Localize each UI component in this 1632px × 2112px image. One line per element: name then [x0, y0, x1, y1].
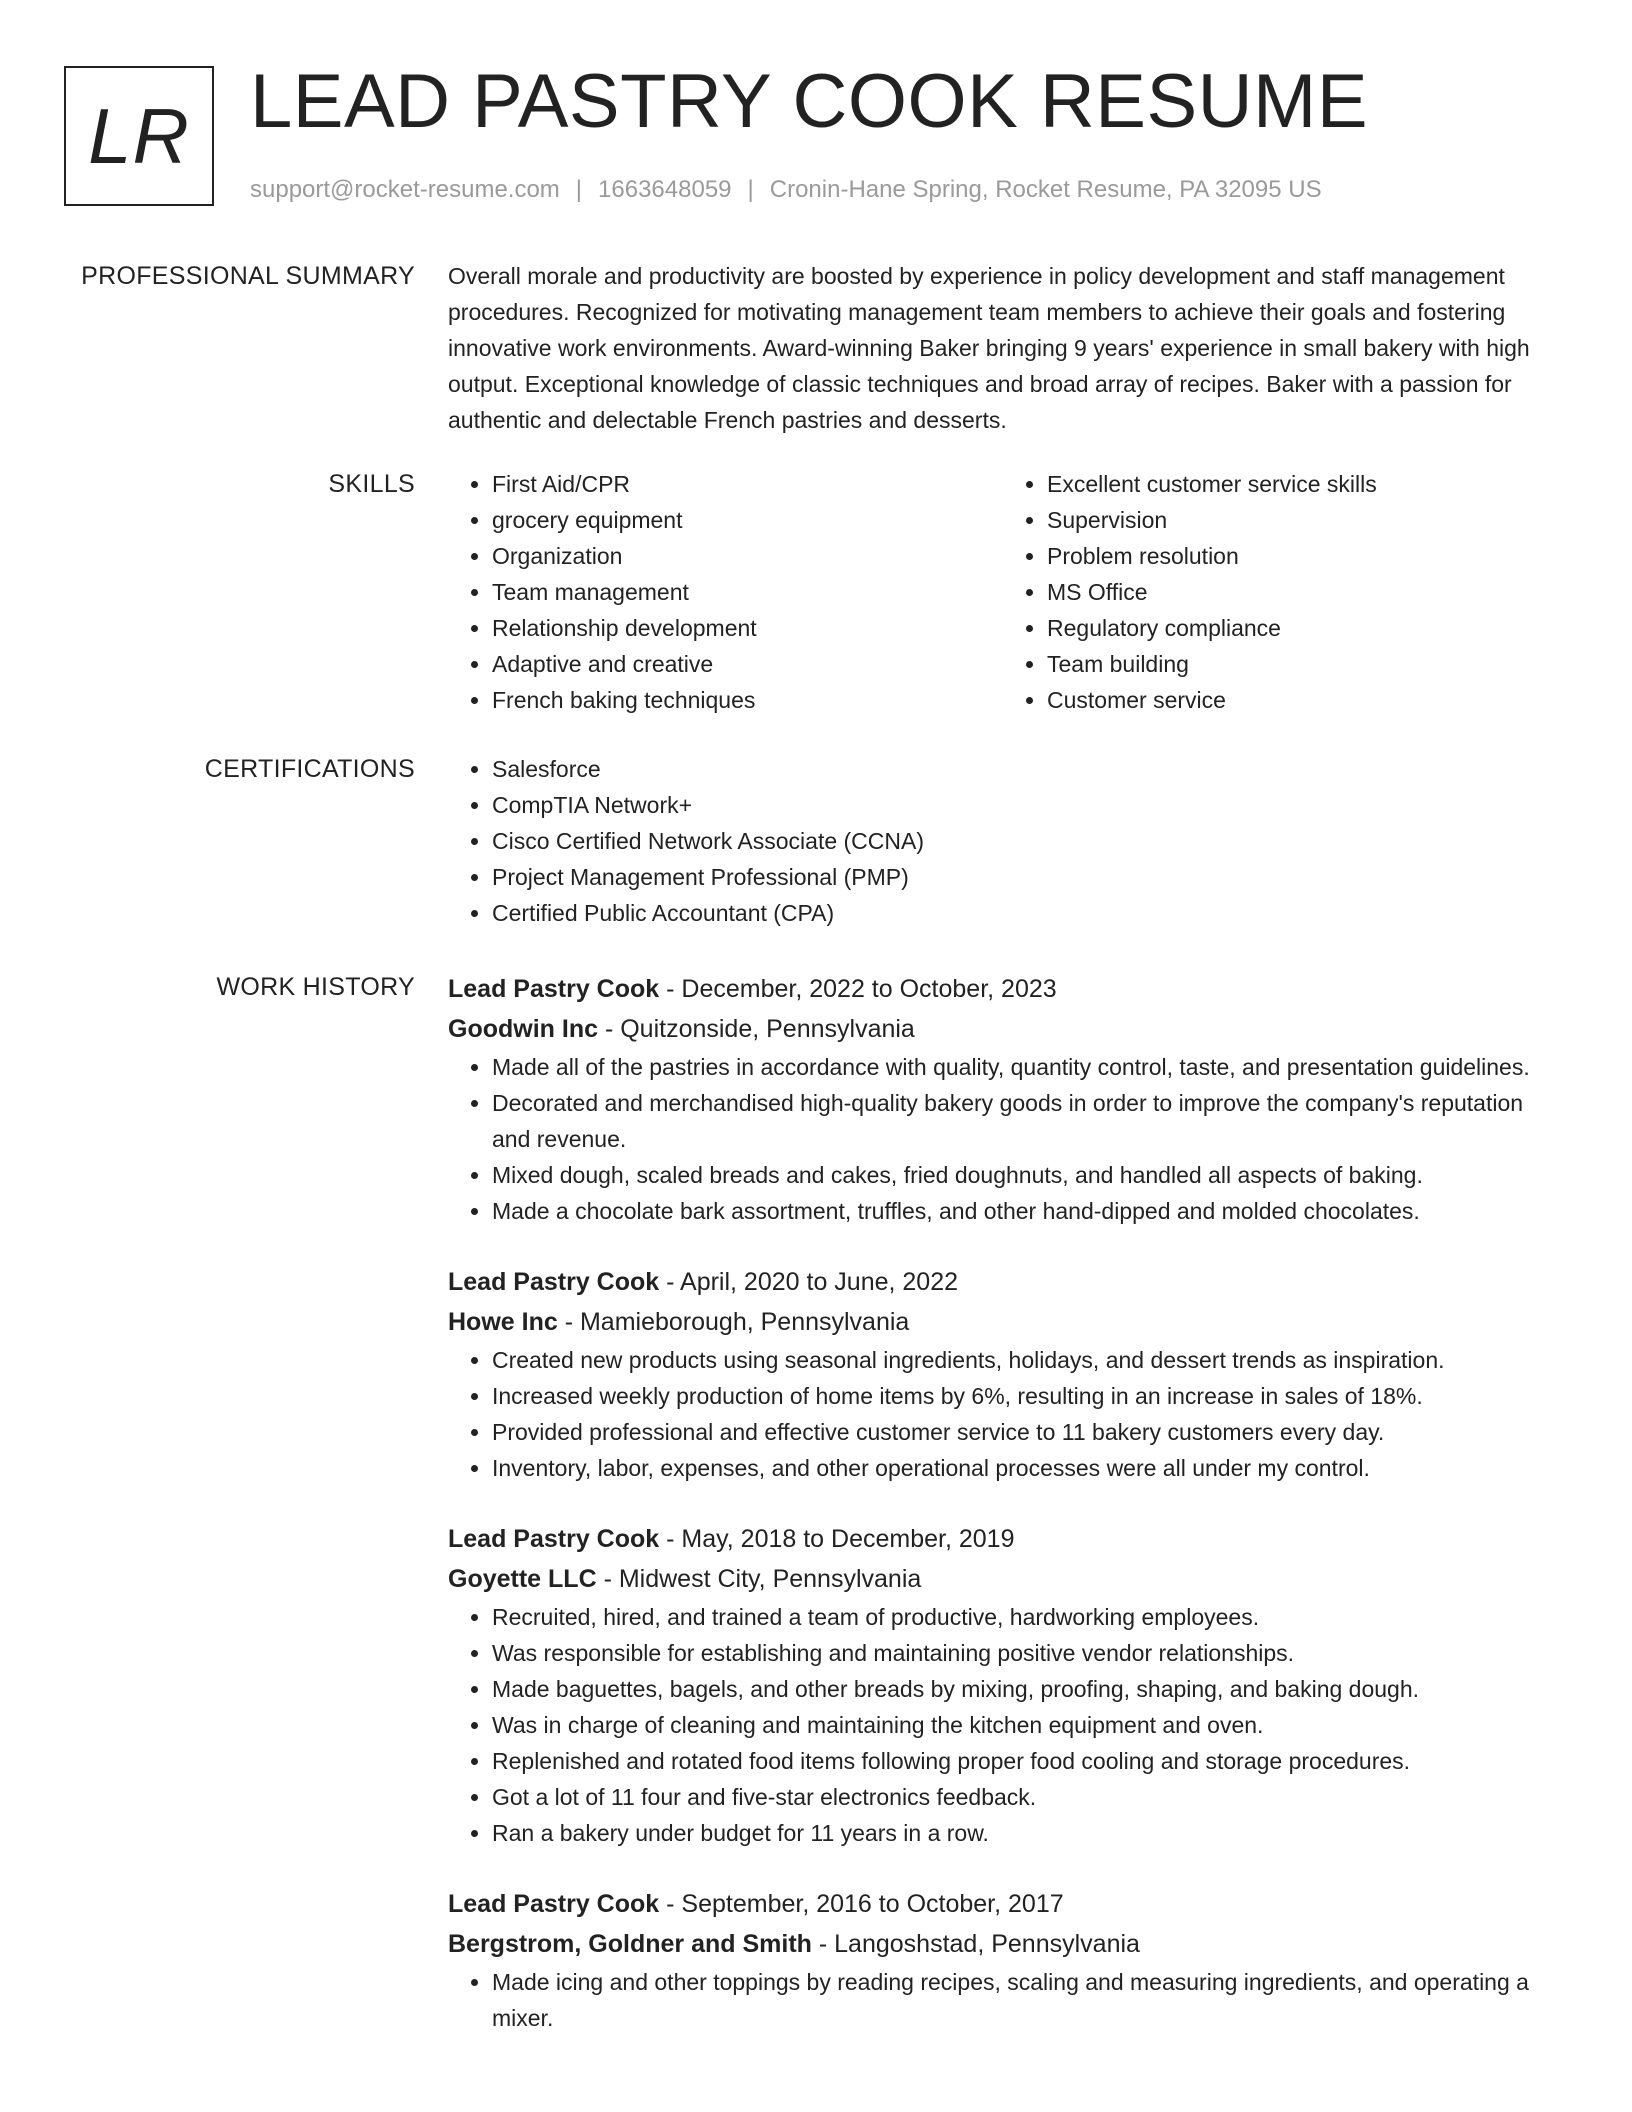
skill-item: • Customer service [1047, 682, 1558, 718]
job-entry [448, 969, 1558, 1229]
skill-item: • Team management [492, 574, 1003, 610]
skill-item: • Excellent customer service skills [1047, 466, 1558, 502]
job-bullet: • Inventory, labor, expenses, and other operational processes were all under my control. [492, 1450, 1558, 1486]
monogram-logo: LR [64, 66, 214, 206]
job-bullet: • Increased weekly production of home items by 6%, resulting in an increase in sales of 18%. [492, 1378, 1558, 1414]
job-bullet: • Made baguettes, bagels, and other breads by mixing, proofing, shaping, and baking dough. [492, 1671, 1558, 1707]
job-bullet: • Replenished and rotated food items following proper food cooling and storage procedures. [492, 1743, 1558, 1779]
skill-item: • grocery equipment [492, 502, 1003, 538]
job-bullet: • Ran a bakery under budget for 11 years in a row. [492, 1815, 1558, 1851]
skill-item: • Adaptive and creative [492, 646, 1003, 682]
job-bullet: • Created new products using seasonal ingredients, holidays, and dessert trends as inspiration. [492, 1342, 1558, 1378]
contact-phone: 1663648059 [598, 176, 732, 203]
job-bullet: • Made all of the pastries in accordance with quality, quantity control, taste, and presentation guidelines. [492, 1049, 1558, 1085]
skills-body [448, 466, 1558, 718]
job-location: Langoshstad, Pennsylvania [834, 1930, 1140, 1958]
job-company: Bergstrom, Goldner and Smith [448, 1930, 812, 1958]
job-title: Lead Pastry Cook [448, 1268, 660, 1296]
skill-item: • Regulatory compliance [1047, 610, 1558, 646]
job-bullets [448, 1964, 1558, 2036]
skill-item: • Supervision [1047, 502, 1558, 538]
skill-item: • MS Office [1047, 574, 1558, 610]
certifications-body [448, 751, 1558, 931]
contact-email: support@rocket-resume.com [250, 176, 560, 203]
skills-list-right [1003, 466, 1558, 718]
job-bullet: • Made icing and other toppings by reading recipes, scaling and measuring ingredients, and operating a mixer. [492, 1964, 1558, 2036]
certification-item: • CompTIA Network+ [492, 787, 1558, 823]
job-dates: May, 2018 to December, 2019 [681, 1525, 1015, 1553]
certification-item: • Cisco Certified Network Associate (CCNA) [492, 823, 1558, 859]
contact-separator: | [747, 176, 754, 203]
job-location: Mamieborough, Pennsylvania [579, 1308, 910, 1336]
job-bullet: • Was in charge of cleaning and maintaining the kitchen equipment and oven. [492, 1707, 1558, 1743]
work-history-heading: WORK HISTORY [216, 973, 415, 1001]
job-dates: December, 2022 to October, 2023 [681, 975, 1057, 1003]
contact-separator: | [575, 176, 583, 203]
job-company-line: Goodwin Inc - Quitzonside, Pennsylvania [448, 1015, 915, 1043]
summary-text: Overall morale and productivity are boosted by experience in policy development and staff management procedures. Recognized for motivating management team members to achieve their goals and fostering innovative work environments. Award-winning Baker bringing 9 years' experience in small bakery with high output. Exceptional knowledge of classic techniques and broad array of recipes. Baker with a passion for authentic and delectable French pastries and desserts. [448, 263, 1530, 433]
job-location: Quitzonside, Pennsylvania [620, 1015, 915, 1043]
job-bullets [448, 1342, 1558, 1486]
skill-item: • Problem resolution [1047, 538, 1558, 574]
skill-item: • Organization [492, 538, 1003, 574]
certifications-list [448, 751, 1558, 931]
job-dates: April, 2020 to June, 2022 [680, 1268, 959, 1296]
job-company: Goyette LLC [448, 1565, 597, 1593]
job-company-line: Bergstrom, Goldner and Smith - Langoshstad, Pennsylvania [448, 1930, 1140, 1958]
summary-body [448, 258, 1558, 438]
certification-item: • Salesforce [492, 751, 1558, 787]
job-title: Lead Pastry Cook [448, 1525, 660, 1553]
job-entry [448, 1884, 1558, 2036]
job-bullet: • Got a lot of 11 four and five-star electronics feedback. [492, 1779, 1558, 1815]
skill-item: • First Aid/CPR [492, 466, 1003, 502]
job-company-line: Goyette LLC - Midwest City, Pennsylvania [448, 1565, 922, 1593]
job-bullets [448, 1599, 1558, 1851]
certification-item: • Project Management Professional (PMP) [492, 859, 1558, 895]
skills-heading: SKILLS [328, 470, 415, 498]
job-bullet: • Was responsible for establishing and maintaining positive vendor relationships. [492, 1635, 1558, 1671]
job-bullet: • Decorated and merchandised high-quality bakery goods in order to improve the company's reputation and revenue. [492, 1085, 1558, 1157]
job-bullets [448, 1049, 1558, 1229]
job-company: Howe Inc [448, 1308, 558, 1336]
job-entry [448, 1262, 1558, 1486]
job-dates: September, 2016 to October, 2017 [681, 1890, 1064, 1918]
job-title-line: Lead Pastry Cook - December, 2022 to October, 2023 [448, 975, 1057, 1003]
contact-line [250, 174, 1322, 206]
job-location: Midwest City, Pennsylvania [618, 1565, 922, 1593]
job-title: Lead Pastry Cook [448, 975, 660, 1003]
job-title-line: Lead Pastry Cook - April, 2020 to June, 2022 [448, 1268, 959, 1296]
job-title: Lead Pastry Cook [448, 1890, 660, 1918]
job-company-line: Howe Inc - Mamieborough, Pennsylvania [448, 1308, 910, 1336]
skill-item: • French baking techniques [492, 682, 1003, 718]
work-history-body [448, 969, 1558, 2069]
skills-list-left [448, 466, 1003, 718]
job-company: Goodwin Inc [448, 1015, 598, 1043]
contact-address: Cronin-Hane Spring, Rocket Resume, PA 32095 US [769, 176, 1322, 203]
job-bullet: • Made a chocolate bark assortment, truffles, and other hand-dipped and molded chocolates. [492, 1193, 1558, 1229]
resume-title: LEAD PASTRY COOK RESUME [250, 59, 1369, 144]
certifications-heading: CERTIFICATIONS [204, 755, 415, 783]
job-bullet: • Mixed dough, scaled breads and cakes, fried doughnuts, and handled all aspects of baking. [492, 1157, 1558, 1193]
job-bullet: • Provided professional and effective customer service to 11 bakery customers every day. [492, 1414, 1558, 1450]
skill-item: • Team building [1047, 646, 1558, 682]
skill-item: • Relationship development [492, 610, 1003, 646]
summary-heading: PROFESSIONAL SUMMARY [81, 262, 415, 290]
job-title-line: Lead Pastry Cook - September, 2016 to October, 2017 [448, 1890, 1064, 1918]
job-entry [448, 1519, 1558, 1851]
job-bullet: • Recruited, hired, and trained a team of productive, hardworking employees. [492, 1599, 1558, 1635]
job-title-line: Lead Pastry Cook - May, 2018 to December, 2019 [448, 1525, 1015, 1553]
certification-item: • Certified Public Accountant (CPA) [492, 895, 1558, 931]
